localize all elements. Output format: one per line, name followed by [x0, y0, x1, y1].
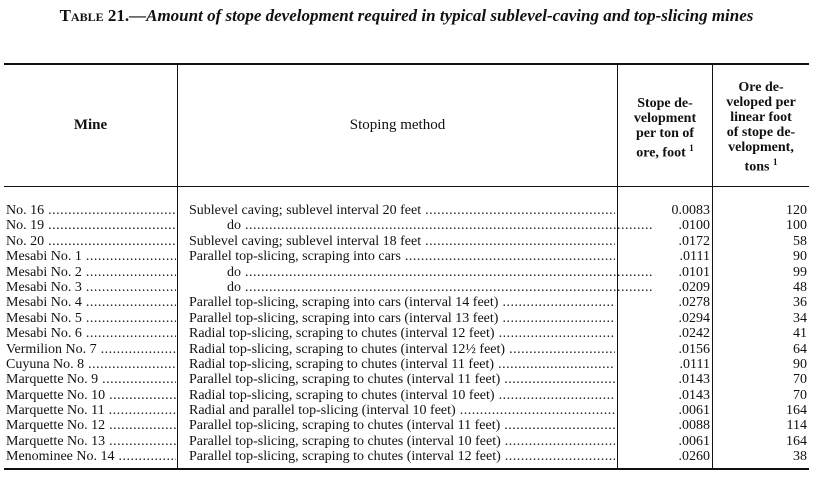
table-row [0, 218, 815, 233]
table-row [0, 372, 815, 387]
mine-cell: Mesabi No. 4 ..... [6, 295, 176, 310]
ore-developed-cell: 70 [793, 387, 807, 403]
ore-developed-cell: 38 [793, 449, 807, 465]
footnote-marker: 1 [689, 143, 694, 154]
stope-development-cell: .0156 [678, 341, 710, 357]
method-cell: do ..... [189, 280, 653, 295]
stope-development-cell: .0278 [678, 295, 710, 311]
header-mine [4, 65, 177, 186]
table-row [0, 280, 815, 295]
header-method-label: Stoping method [349, 117, 446, 133]
ore-developed-cell: 70 [793, 372, 807, 388]
table-row [0, 249, 815, 264]
stope-development-cell: .0209 [678, 279, 710, 295]
method-cell: Sublevel caving; sublevel interval 20 feet ..... [189, 203, 615, 218]
table-row [0, 388, 815, 403]
mine-cell: Marquette No. 10 ..... [6, 388, 176, 403]
table-row [0, 357, 815, 372]
mine-cell: Mesabi No. 2 ..... [6, 265, 176, 280]
method-cell: Parallel top-slicing, scraping into cars (interval 13 feet) ..... [189, 311, 615, 326]
bottom-rule [4, 468, 809, 470]
stope-development-cell: .0111 [679, 249, 710, 265]
mine-cell: Marquette No. 12 ..... [6, 418, 176, 433]
header-ore-label: Ore de- veloped per linear foot of stope de- velopment, tons [726, 80, 796, 175]
header-stope-development [618, 65, 712, 186]
ore-developed-cell: 100 [786, 218, 807, 234]
stope-development-cell: .0100 [678, 218, 710, 234]
method-cell: Radial top-slicing, scraping to chutes (interval 12 feet) ..... [189, 326, 615, 341]
table-label: Table 21. [59, 6, 130, 25]
mine-cell: Menominee No. 14 ..... [6, 449, 176, 464]
table-row [0, 449, 815, 464]
table-body [0, 203, 815, 465]
stope-development-cell: .0143 [678, 372, 710, 388]
mine-cell: Marquette No. 9 ..... [6, 372, 176, 387]
table-row [0, 203, 815, 218]
table-row [0, 265, 815, 280]
ore-developed-cell: 164 [786, 403, 807, 419]
ore-developed-cell: 99 [793, 264, 807, 280]
stope-development-cell: .0111 [679, 356, 710, 372]
mine-cell: No. 19 ..... [6, 218, 176, 233]
mine-cell: Mesabi No. 3 ..... [6, 280, 176, 295]
ore-developed-cell: 34 [793, 310, 807, 326]
method-cell: Parallel top-slicing, scraping to chutes (interval 11 feet) ..... [189, 372, 615, 387]
header-mine-label: Mine [73, 117, 108, 133]
method-cell: Radial top-slicing, scraping to chutes (interval 10 feet) ..... [189, 388, 615, 403]
ore-developed-cell: 164 [786, 433, 807, 449]
stope-development-cell: .0294 [678, 310, 710, 326]
method-cell: Parallel top-slicing, scraping into cars ..... [189, 249, 615, 264]
ore-developed-cell: 90 [793, 249, 807, 265]
ore-developed-cell: 41 [793, 326, 807, 342]
table-row [0, 418, 815, 433]
header-dev-label: Stope de- velopment per ton of ore, foot [633, 96, 697, 161]
method-cell: Parallel top-slicing, scraping to chutes (interval 11 feet) ..... [189, 418, 615, 433]
ore-developed-cell: 48 [793, 279, 807, 295]
method-cell: Parallel top-slicing, scraping to chutes (interval 12 feet) ..... [189, 449, 615, 464]
method-cell: Radial and parallel top-slicing (interval 10 feet) ..... [189, 403, 615, 418]
stope-development-cell: .0061 [678, 403, 710, 419]
stope-development-cell: .0061 [678, 433, 710, 449]
table-row [0, 434, 815, 449]
table-row [0, 403, 815, 418]
header-rule [4, 186, 809, 187]
method-cell: Radial top-slicing, scraping to chutes (interval 11 feet) ..... [189, 357, 615, 372]
stope-development-cell: 0.0083 [671, 203, 710, 218]
ore-developed-cell: 114 [786, 418, 807, 434]
mine-cell: Mesabi No. 1 ..... [6, 249, 176, 264]
method-cell: Sublevel caving; sublevel interval 18 feet ..... [189, 234, 615, 249]
footnote-marker: 1 [772, 157, 778, 168]
stope-development-cell: .0260 [678, 449, 710, 465]
method-cell: do ..... [189, 265, 653, 280]
table-title: —Amount of stope development required in typical sublevel-caving and top-slicing mines [129, 6, 754, 25]
mine-cell: Marquette No. 13 ..... [6, 434, 176, 449]
ore-developed-cell: 90 [793, 356, 807, 372]
method-cell: do ..... [189, 218, 653, 233]
method-cell: Parallel top-slicing, scraping into cars (interval 14 feet) ..... [189, 295, 615, 310]
table-row [0, 311, 815, 326]
stope-development-cell: .0101 [678, 264, 710, 280]
mine-cell: Mesabi No. 6 ..... [6, 326, 176, 341]
mine-cell: No. 20 ..... [6, 234, 176, 249]
method-cell: Radial top-slicing, scraping to chutes (interval 12½ feet) ..... [189, 342, 615, 357]
table-row [0, 234, 815, 249]
stope-development-cell: .0172 [678, 233, 710, 249]
table-row [0, 295, 815, 310]
ore-developed-cell: 58 [793, 233, 807, 249]
header-ore-developed [713, 65, 809, 186]
ore-developed-cell: 36 [793, 295, 807, 311]
stope-development-cell: .0143 [678, 387, 710, 403]
mine-cell: Mesabi No. 5 ..... [6, 311, 176, 326]
stope-development-cell: .0088 [678, 418, 710, 434]
mine-cell: Cuyuna No. 8 ..... [6, 357, 176, 372]
table-row [0, 326, 815, 341]
table-caption [4, 6, 809, 26]
ore-developed-cell: 64 [793, 341, 807, 357]
header-stoping-method [178, 65, 617, 186]
table-row [0, 342, 815, 357]
mine-cell: No. 16 ..... [6, 203, 176, 218]
ore-developed-cell: 120 [786, 203, 807, 218]
stope-development-cell: .0242 [678, 326, 710, 342]
mine-cell: Vermilion No. 7 ..... [6, 342, 176, 357]
method-cell: Parallel top-slicing, scraping to chutes (interval 10 feet) ..... [189, 434, 615, 449]
mine-cell: Marquette No. 11 ..... [6, 403, 176, 418]
